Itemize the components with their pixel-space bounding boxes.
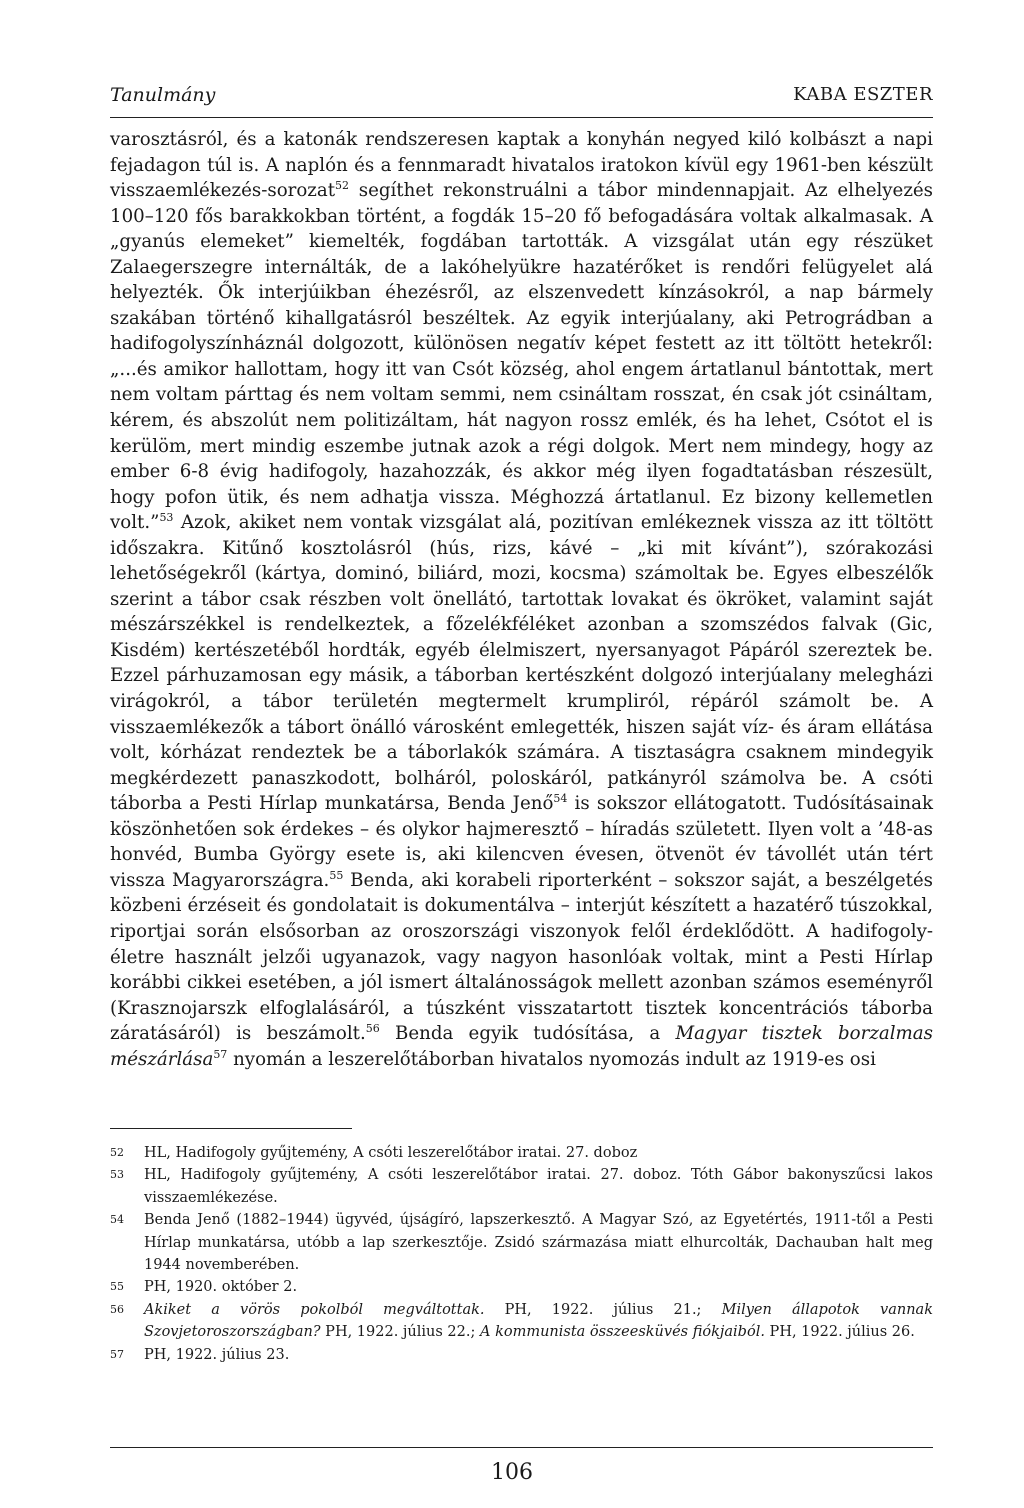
footnote-text: PH, 1920. október 2. xyxy=(144,1279,298,1296)
footnote-text: PH, 1922. július 21.; xyxy=(484,1301,722,1318)
footnote-ref-56[interactable]: 56 xyxy=(365,1022,380,1036)
footnote-ref-53[interactable]: 53 xyxy=(159,511,174,525)
bottom-rule xyxy=(110,1447,933,1448)
footnote-number: 54 xyxy=(110,1213,124,1227)
footnote-53 xyxy=(110,1164,933,1209)
footnote-text: HL, Hadifogoly gyűjtemény, A csóti leszerelőtábor iratai. 27. doboz. Tóth Gábor bakonyszűcsi lakos visszaemlékezése. xyxy=(144,1167,933,1206)
footnote-ref-54[interactable]: 54 xyxy=(553,792,568,806)
text-run: varosztásról, és a katonák rendszeresen kaptak a konyhán negyed kiló kolbászt a napi fejadagon túl is. A naplón és a fennmaradt hivatalos iratokon kívül egy 1961-ben készült visszaemlékezés-sorozat xyxy=(110,129,933,202)
footnote-52 xyxy=(110,1142,933,1164)
footnote-text: HL, Hadifogoly gyűjtemény, A csóti leszerelőtábor iratai. 27. doboz xyxy=(144,1145,638,1161)
running-header xyxy=(110,84,933,114)
page-number: 106 xyxy=(491,1460,533,1485)
footnote-text: PH, 1922. július 26. xyxy=(764,1324,915,1341)
footnote-54 xyxy=(110,1209,933,1276)
footnote-ref-52[interactable]: 52 xyxy=(335,179,350,193)
footnote-text: Benda Jenő (1882–1944) ügyvéd, újságíró, lapszerkesztő. A Magyar Szó, az Egyetértés, 1911-től a Pesti Hírlap munkatársa, utóbb a lap szerkesztője. Zsidó származása miatt elhurcolták, Dachauban halt meg 1944 novemberében. xyxy=(144,1212,933,1274)
footnote-text: PH, 1922. július 23. xyxy=(144,1346,290,1363)
text-run: segíthet rekonstruálni a tábor mindennapjait. Az elhelyezés 100–120 fős barakkokban történt, a fogdák 15–20 fő befogadására voltak alkalmasak. A „gyanús elemeket” kiemelték, fogdában tartották. A vizsgálat után egy részüket Zalaegerszegre internálták, de a lakóhelyükre hazatérőket is rendőri felügyelet alá helyezték. Ők interjúikban éhezésről, az elszenvedett kínzásokról, a nap bármely szakában történő kihallgatásról beszéltek. Az egyik interjúalany, aki Petrográdban a hadifogolyszínháznál dolgozott, különösen negatív képet festett az itt töltött hetekről: „...és amikor hallottam, hogy itt van Csót község, ahol engem ártatlanul bántottak, mert nem voltam párttag és nem voltam semmi, nem csináltam rosszat, én csak jót csináltam, kérem, és abszolút nem politizáltam, hát nagyon rossz emlék, és ha lehet, Csótot el is kerülöm, mert mindig eszembe jutnak azok a régi dolgok. Mert nem mindegy, hogy az ember 6-8 évig hadifogoly, hazahozzák, és akkor még ilyen fogadtatásban részesült, hogy pofon ütik, és nem adhatja vissza. Méghozzá ártatlanul. Ez bizony kellemetlen volt.” xyxy=(110,180,933,534)
article-title: A kommunista összeesküvés fiókjaiból. xyxy=(479,1324,765,1341)
body-paragraph xyxy=(110,127,933,1072)
footnote-number: 55 xyxy=(110,1280,124,1294)
footnote-number: 56 xyxy=(110,1302,124,1316)
footnote-text: PH, 1922. július 22.; xyxy=(320,1324,480,1341)
footnotes xyxy=(110,1142,933,1366)
text-run: Benda, aki korabeli riporterként – sokszor saját, a beszélgetés közbeni érzéseit és gondolatait is dokumentálva – interjút készített a hazatérő túszokkal, riportjai során elsősorban az oroszországi viszonyok felől érdeklődött. A hadifogoly-életre használt jelzői ugyanazok, vagy nagyon hasonlóak voltak, mint a Pesti Hírlap korábbi cikkei esetében, a jól ismert általánosságok mellett azonban számos eseményről (Krasznojarszk elfoglalásáról, a túszként visszatartott tisztek koncentrációs táborba záratásáról) is beszámolt. xyxy=(110,869,933,1045)
article-title: Milyen állapotok vannak Szovjetoroszországban? xyxy=(144,1301,933,1341)
header-rule xyxy=(110,117,933,118)
footnote-ref-57[interactable]: 57 xyxy=(213,1047,228,1061)
article-title: Akiket a vörös pokolból megváltottak. xyxy=(144,1301,485,1318)
text-run: nyomán a leszerelőtáborban hivatalos nyomozás indult az 1919-es osi xyxy=(227,1048,876,1070)
text-run: is sokszor ellátogatott. Tudósításainak köszönhetően sok érdekes – és olykor hajmeresztő – híradás született. Ilyen volt a ’48-as honvéd, Bumba György esete is, aki kilencven évesen, ötvenöt év távollét után tért vissza Magyarországra. xyxy=(110,793,933,891)
text-run: Azok, akiket nem vontak vizsgálat alá, pozitívan emlékeznek vissza az itt töltött időszakra. Kitűnő kosztolásról (hús, rizs, kávé – „ki mit kívánt”), szórakozási lehetőségekről (kártya, dominó, biliárd, mozi, kocsma) számoltak be. Egyes elbeszélők szerint a tábor csak részben volt önellátó, tartottak lovakat és ökröket, valamint saját mészárszékkel is rendelkeztek, a főzelékféléket azonban a szomszédos falvak (Gic, Kisdém) kertészetéből hordták, egyéb élelmiszert, nyersanyagot Pápáról szereztek be. Ezzel párhuzamosan egy másik, a táborban kertészként dolgozó interjúalany melegházi virágokról, a tábor területén megtermelt krumpliról, répáról számolt be. A visszaemlékezők a tábort önálló városként emlegették, hiszen saját víz- és áram ellátása volt, kórházat rendeztek be a táborlakók számára. A tisztaságra csaknem mindegyik megkérdezett panaszkodott, bolháról, poloskáról, patkányról számolva be. A csóti táborba a Pesti Hírlap munkatársa, Benda Jenő xyxy=(110,512,933,815)
footnote-55 xyxy=(110,1276,933,1298)
footnote-ref-55[interactable]: 55 xyxy=(329,868,344,882)
section-title: Tanulmány xyxy=(110,84,216,106)
author-name: KABA ESZTER xyxy=(793,84,933,105)
footnote-number: 53 xyxy=(110,1168,124,1182)
footnote-number: 52 xyxy=(110,1146,124,1159)
article-title: Magyar tisztek borzalmas mészárlása xyxy=(110,1023,933,1070)
footnote-56 xyxy=(110,1299,933,1344)
footnote-57 xyxy=(110,1344,933,1366)
footnote-separator xyxy=(110,1128,352,1129)
main-text xyxy=(110,127,933,1072)
text-run: Benda egyik tudósítása, a xyxy=(379,1023,676,1045)
footnote-number: 57 xyxy=(110,1347,124,1361)
